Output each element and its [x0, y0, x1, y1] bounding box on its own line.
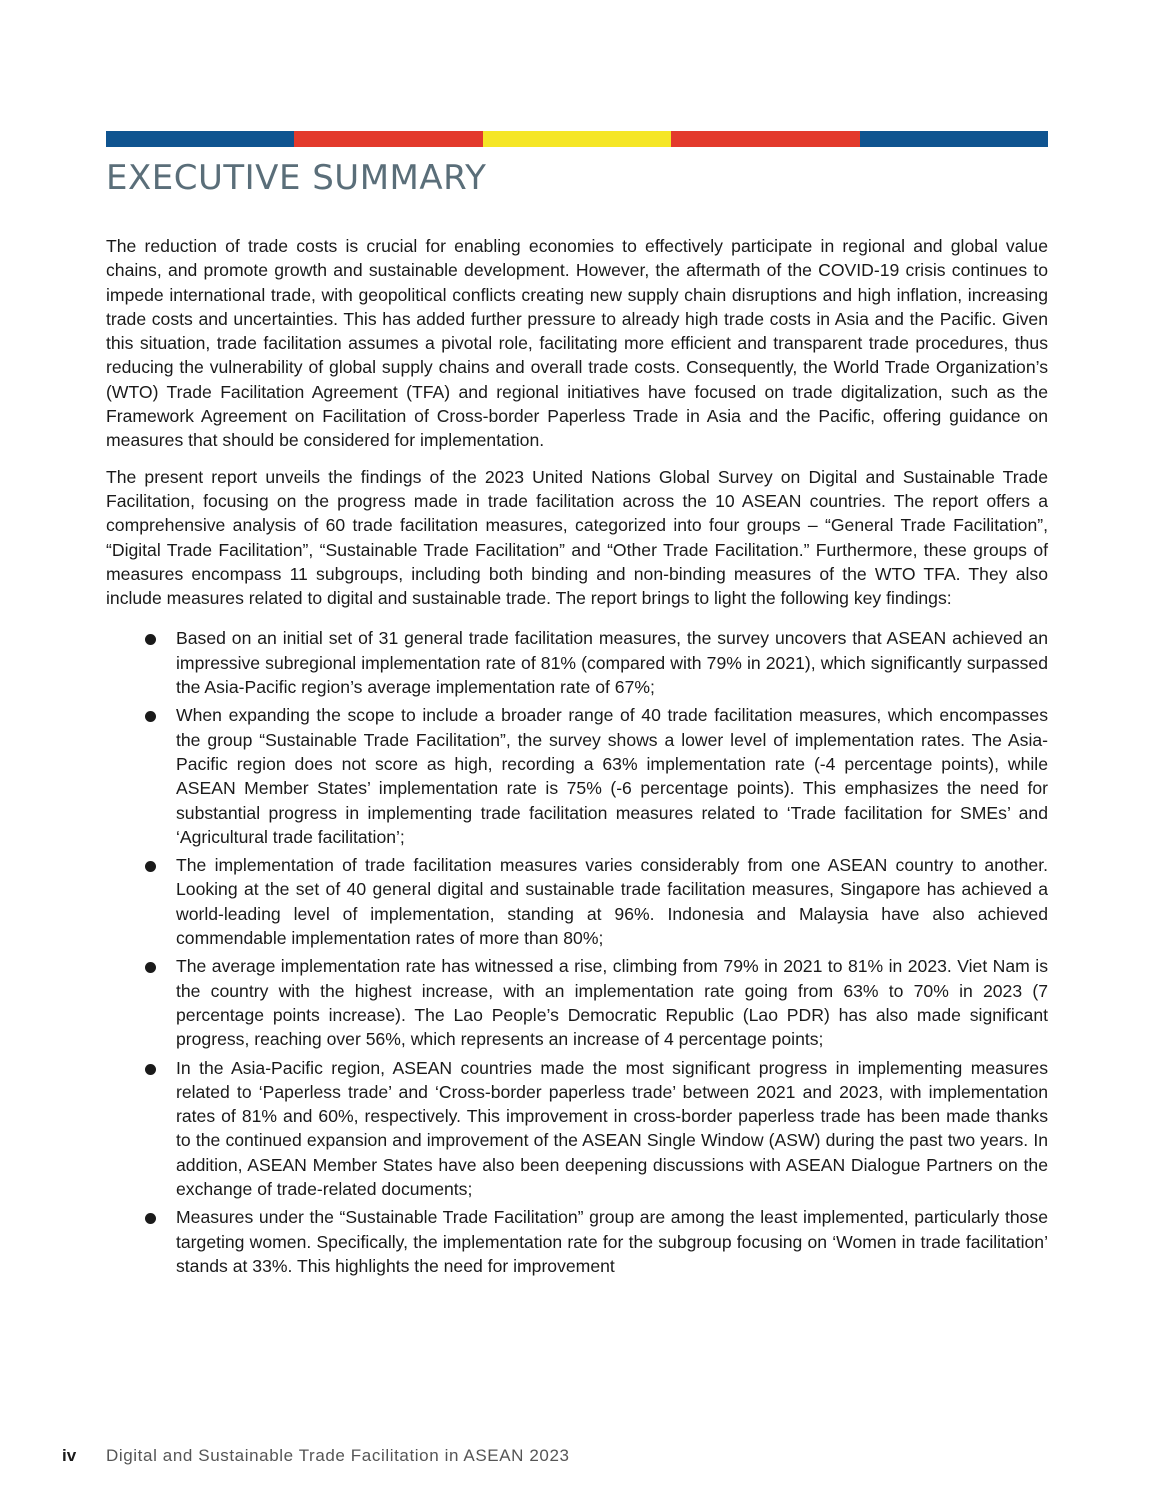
footer-document-title: Digital and Sustainable Trade Facilitation in ASEAN 2023 [106, 1446, 570, 1465]
key-finding-item [106, 1056, 1048, 1202]
color-bar-segment [106, 131, 294, 147]
color-bar-segment [483, 131, 671, 147]
bullet-dot-icon [145, 711, 156, 722]
key-finding-text: Measures under the “Sustainable Trade Facilitation” group are among the least implemented, particularly those targeting women. Specifically, the implementation rate for the subgroup focusing on ‘Women in trade facilitation’ stands at 33%. This highlights the need for improvement [176, 1207, 1048, 1276]
bullet-dot-icon [145, 1213, 156, 1224]
page-number: iv [62, 1446, 77, 1465]
page-title: EXECUTIVE SUMMARY [106, 158, 487, 198]
key-finding-text: When expanding the scope to include a broader range of 40 trade facilitation measures, which encompasses the group “Sustainable Trade Facilitation”, the survey shows a lower level of implementation rates. The Asia-Pacific region does not score as high, recording a 63% implementation rate (-4 percentage points), while ASEAN Member States’ implementation rate is 75% (-6 percentage points). This emphasizes the need for substantial progress in implementing trade facilitation measures related to ‘Trade facilitation for SMEs’ and ‘Agricultural trade facilitation’; [176, 705, 1048, 847]
key-finding-item [106, 1205, 1048, 1278]
key-finding-item [106, 954, 1048, 1051]
key-findings-list [106, 626, 1048, 1278]
page-footer [62, 1446, 570, 1466]
key-finding-item [106, 626, 1048, 699]
key-finding-text: Based on an initial set of 31 general trade facilitation measures, the survey uncovers that ASEAN achieved an impressive subregional implementation rate of 81% (compared with 79% in 2021), which significantly surpassed the Asia-Pacific region’s average implementation rate of 67%; [176, 628, 1048, 698]
bullet-dot-icon [145, 1064, 156, 1075]
color-bar-segment [294, 131, 482, 147]
color-bar-segment [860, 131, 1048, 147]
key-finding-text: The implementation of trade facilitation measures varies considerably from one ASEAN country to another. Looking at the set of 40 general digital and sustainable trade facilitation measures, Singapore has achieved a world-leading level of implementation, standing at 96%. Indonesia and Malaysia have also achieved commendable implementation rates of more than 80%; [176, 855, 1048, 949]
key-finding-text: The average implementation rate has witnessed a rise, climbing from 79% in 2021 to 81% in 2023. Viet Nam is the country with the highest increase, with an implementation rate going from 63% to 70% in 2023 (7 percentage points increase). The Lao People’s Democratic Republic (Lao PDR) has also made significant progress, reaching over 56%, which represents an increase of 4 percentage points; [176, 956, 1048, 1050]
bullet-dot-icon [145, 962, 156, 973]
key-finding-text: In the Asia-Pacific region, ASEAN countries made the most significant progress in implementing measures related to ‘Paperless trade’ and ‘Cross-border paperless trade’ between 2021 and 2023, with implementation rates of 81% and 60%, respectively. This improvement in cross-border paperless trade has been made thanks to the continued expansion and improvement of the ASEAN Single Window (ASW) during the past two years. In addition, ASEAN Member States have also been deepening discussions with ASEAN Dialogue Partners on the exchange of trade-related documents; [176, 1057, 1048, 1199]
color-bar-segment [671, 131, 859, 147]
report-overview-paragraph: The present report unveils the findings of the 2023 United Nations Global Survey on Digital and Sustainable Trade Facilitation, focusing on the progress made in trade facilitation across the 10 ASEAN countries. The report offers a comprehensive analysis of 60 trade facilitation measures, categorized into four groups – “General Trade Facilitation”, “Digital Trade Facilitation”, “Sustainable Trade Facilitation” and “Other Trade Facilitation.” Furthermore, these groups of measures encompass 11 subgroups, including both binding and non-binding measures of the WTO TFA. They also include measures related to digital and sustainable trade. The report brings to light the following key findings: [106, 466, 1048, 609]
summary-body [106, 234, 1048, 1282]
key-finding-item [106, 853, 1048, 950]
bullet-dot-icon [145, 634, 156, 645]
bullet-dot-icon [145, 861, 156, 872]
header-color-bar [106, 131, 1048, 147]
intro-paragraph: The reduction of trade costs is crucial for enabling economies to effectively participate in regional and global value chains, and promote growth and sustainable development. However, the aftermath of the COVID-19 crisis continues to impede international trade, with geopolitical conflicts creating new supply chain disruptions and high inflation, increasing trade costs and uncertainties. This has added further pressure to already high trade costs in Asia and the Pacific. Given this situation, trade facilitation assumes a pivotal role, facilitating more efficient and transparent trade procedures, thus reducing the vulnerability of global supply chains and overall trade costs. Consequently, the World Trade Organization’s (WTO) Trade Facilitation Agreement (TFA) and regional initiatives have focused on trade digitalization, such as the Framework Agreement on Facilitation of Cross-border Paperless Trade in Asia and the Pacific, offering guidance on measures that should be considered for implementation. [106, 236, 1048, 451]
key-finding-item [106, 703, 1048, 849]
